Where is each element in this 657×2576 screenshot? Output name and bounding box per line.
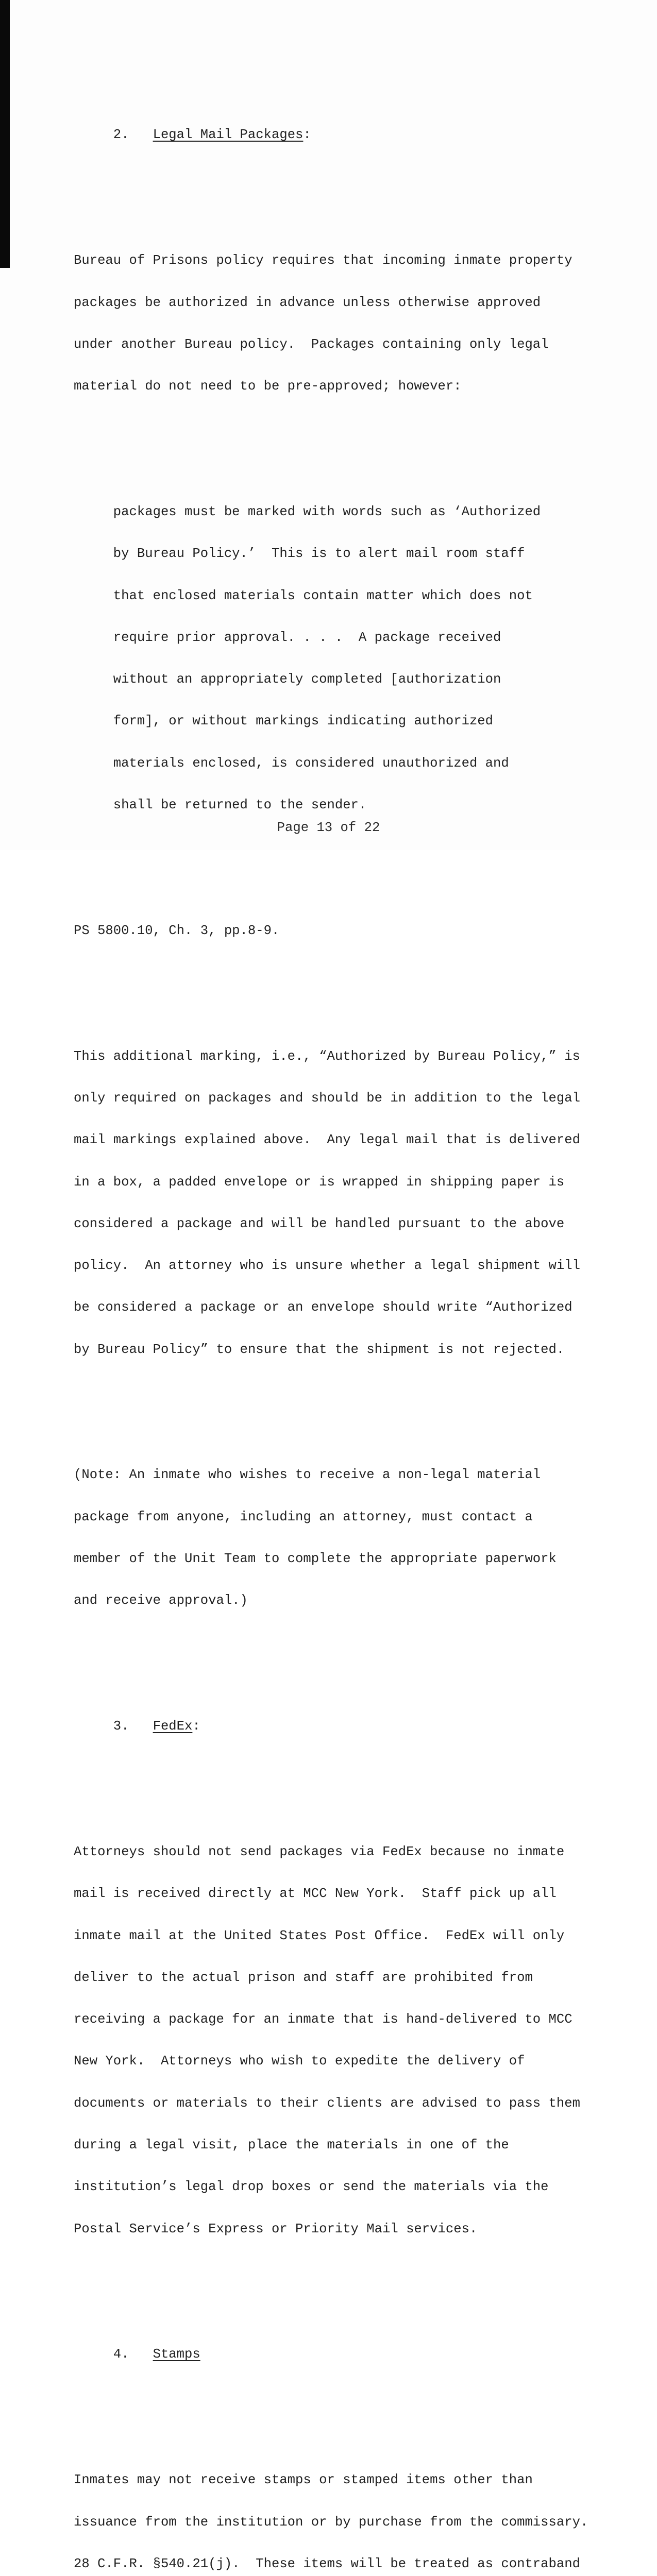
text-line: require prior approval. . . . A package received xyxy=(74,630,501,645)
section-number: 3. xyxy=(113,1719,129,1734)
citation xyxy=(74,896,620,965)
stamps-paragraph xyxy=(74,2445,620,2576)
marking-paragraph xyxy=(74,1021,620,1384)
text-line: under another Bureau policy. Packages containing only legal xyxy=(74,336,549,352)
text-line: issuance from the institution or by purchase from the commissary. xyxy=(74,2514,588,2530)
text-line: packages be authorized in advance unless otherwise approved xyxy=(74,295,541,310)
scan-artifact-bar xyxy=(0,0,10,268)
heading-label: FedEx xyxy=(153,1719,193,1734)
text-line: packages must be marked with words such as ‘Authorized xyxy=(74,504,541,519)
text-line: New York. Attorneys who wish to expedite the delivery of xyxy=(74,2054,525,2069)
heading-gap xyxy=(129,1719,153,1734)
text-line: without an appropriately completed [authorization xyxy=(74,672,501,687)
note-paragraph xyxy=(74,1440,620,1635)
text-line: by Bureau Policy.’ This is to alert mail room staff xyxy=(74,546,525,562)
text-line: documents or materials to their clients are advised to pass them xyxy=(74,2095,580,2111)
text-line: (Note: An inmate who wishes to receive a non-legal material xyxy=(74,1467,541,1483)
text-line: mail is received directly at MCC New York. Staff pick up all xyxy=(74,1886,557,1902)
heading-indent xyxy=(74,1719,113,1734)
text-line: 28 C.F.R. §540.21(j). These items will be treated as contraband xyxy=(74,2556,580,2571)
text-line: and receive approval.) xyxy=(74,1593,248,1608)
heading-line xyxy=(74,128,620,142)
document-body xyxy=(74,58,620,2576)
text-line: policy. An attorney who is unsure whether a legal shipment will xyxy=(74,1258,580,1274)
text-line: by Bureau Policy” to ensure that the shipment is not rejected. xyxy=(74,1342,565,1357)
heading-gap xyxy=(129,127,153,142)
text-line: institution’s legal drop boxes or send the materials via the xyxy=(74,2179,549,2195)
text-line: Inmates may not receive stamps or stamped items other than xyxy=(74,2472,533,2488)
policy-blockquote xyxy=(74,477,620,840)
text-line: Attorneys should not send packages via FedEx because no inmate xyxy=(74,1844,565,1859)
text-line: member of the Unit Team to complete the appropriate paperwork xyxy=(74,1551,557,1567)
heading-indent xyxy=(74,127,113,142)
heading-suffix: : xyxy=(303,127,311,143)
heading-gap xyxy=(129,2347,153,2362)
text-line: deliver to the actual prison and staff are prohibited from xyxy=(74,1970,533,1985)
text-line: PS 5800.10, Ch. 3, pp.8-9. xyxy=(74,923,280,938)
section-heading-legal-mail-packages xyxy=(74,100,620,170)
text-line: mail markings explained above. Any legal mail that is delivered xyxy=(74,1132,580,1148)
text-line: be considered a package or an envelope should write “Authorized xyxy=(74,1300,572,1315)
text-line: material do not need to be pre-approved; however: xyxy=(74,379,462,394)
text-line: This additional marking, i.e., “Authorized by Bureau Policy,” is xyxy=(74,1048,580,1064)
section-heading-stamps xyxy=(74,2319,620,2389)
heading-line xyxy=(74,1719,620,1733)
text-line: shall be returned to the sender. xyxy=(74,797,367,812)
text-line: inmate mail at the United States Post Office. FedEx will only xyxy=(74,1928,565,1943)
section-number: 4. xyxy=(113,2347,129,2362)
heading-indent xyxy=(74,2347,113,2362)
text-line: package from anyone, including an attorney, must contact a xyxy=(74,1509,533,1524)
text-line: that enclosed materials contain matter which does not xyxy=(74,588,533,603)
section-number: 2. xyxy=(113,127,129,143)
fedex-paragraph xyxy=(74,1817,620,2264)
text-line: form], or without markings indicating authorized xyxy=(74,714,494,729)
text-line: Bureau of Prisons policy requires that incoming inmate property xyxy=(74,253,572,268)
text-line: Postal Service’s Express or Priority Mail services. xyxy=(74,2221,478,2236)
text-line: materials enclosed, is considered unauthorized and xyxy=(74,755,509,771)
text-line: during a legal visit, place the materials in one of the xyxy=(74,2137,509,2153)
text-line: in a box, a padded envelope or is wrapped in shipping paper is xyxy=(74,1174,565,1190)
text-line: considered a package and will be handled pursuant to the above xyxy=(74,1216,565,1231)
intro-paragraph xyxy=(74,226,620,421)
heading-suffix: : xyxy=(192,1719,200,1734)
page-number: Page 13 of 22 xyxy=(277,820,380,835)
heading-label: Stamps xyxy=(153,2347,200,2362)
heading-line xyxy=(74,2347,620,2361)
section-heading-fedex xyxy=(74,1691,620,1761)
text-line: only required on packages and should be in addition to the legal xyxy=(74,1090,580,1106)
text-line: receiving a package for an inmate that is hand-delivered to MCC xyxy=(74,2012,572,2027)
heading-label: Legal Mail Packages xyxy=(153,127,304,143)
